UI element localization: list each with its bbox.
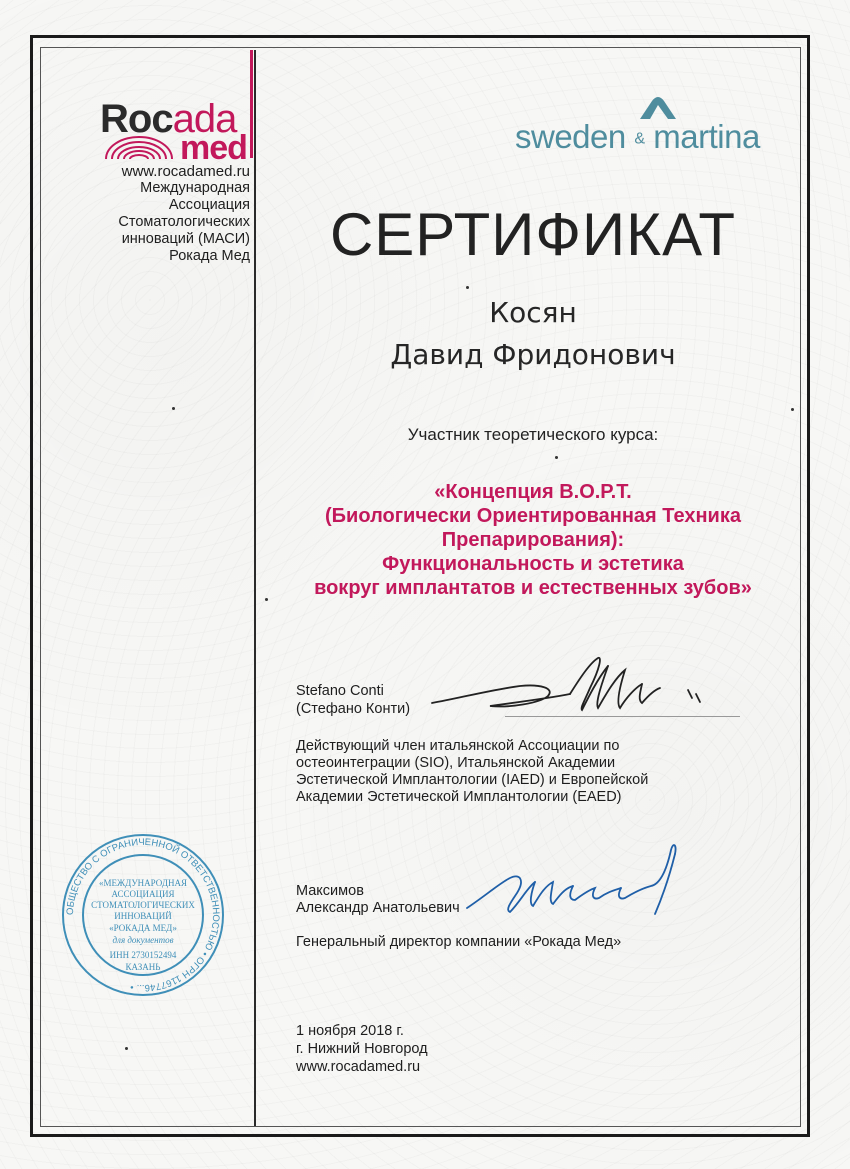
- stamp-inner-line: ИННОВАЦИЙ: [114, 911, 172, 921]
- certificate-footer: [296, 1022, 428, 1076]
- signatory1-name-block: [296, 682, 410, 718]
- stamp-inner-line: для документов: [112, 935, 174, 945]
- organization-website: www.rocadamed.ru: [121, 163, 250, 180]
- rocada-med-logo: [90, 95, 250, 165]
- scan-speck: [172, 407, 175, 410]
- signatory1-role: [296, 738, 736, 806]
- sweden-martina-word2: martina: [653, 118, 760, 155]
- course-title-line: (Биологически Ориентированная Техника: [325, 505, 741, 527]
- signatory1-role-line: остеоинтеграции (SIO), Итальянской Академии: [296, 755, 616, 771]
- issue-date: 1 ноября 2018 г.: [296, 1023, 404, 1039]
- rocada-logo-word-med: med: [180, 129, 247, 167]
- issue-city: г. Нижний Новгород: [296, 1041, 428, 1057]
- scan-speck: [555, 456, 558, 459]
- sweden-martina-logo: [515, 95, 770, 160]
- organization-line: Стоматологических: [118, 214, 250, 230]
- footer-website: www.rocadamed.ru: [296, 1059, 421, 1075]
- left-divider-accent: [250, 50, 253, 158]
- signatory2-signature: [465, 838, 705, 928]
- stamp-city: КАЗАНЬ: [125, 962, 161, 972]
- certificate-title: СЕРТИФИКАТ: [329, 201, 737, 268]
- signatory1-signature: [430, 648, 705, 726]
- signatory1-role-line: Эстетической Имплантологии (IAED) и Европейской: [296, 772, 649, 788]
- rocada-logo-word-accent: ada: [172, 97, 237, 141]
- organization-line: Ассоциация: [168, 197, 250, 213]
- company-stamp: [58, 830, 228, 1000]
- recipient-given-names: Давид Фридонович: [390, 338, 676, 371]
- course-title-line: Препарирования):: [441, 529, 625, 551]
- signatory1-role-line: Действующий член итальянской Ассоциации по: [296, 738, 620, 754]
- signatory1-name-ru: (Стефано Конти): [296, 701, 411, 717]
- course-title: [256, 480, 810, 600]
- signatory1-role-line: Академии Эстетической Имплантологии (EAED): [296, 789, 622, 805]
- signatory2-role: Генеральный директор компании «Рокада Мед»: [296, 934, 622, 950]
- stamp-inn: ИНН 2730152494: [109, 950, 177, 960]
- scan-speck: [265, 598, 268, 601]
- recipient-surname: Косян: [489, 296, 577, 329]
- scan-speck: [466, 286, 469, 289]
- course-title-line: Функциональность и эстетика: [382, 553, 684, 575]
- stamp-inner-line: «РОКАДА МЕД»: [109, 923, 177, 933]
- signatory2-name-block: [296, 883, 460, 917]
- organization-info: [92, 163, 250, 265]
- participant-label: Участник теоретического курса:: [407, 425, 659, 444]
- stamp-outer-text: ОБЩЕСТВО С ОГРАНИЧЕННОЙ ОТВЕТСТВЕННОСТЬЮ • ОГРН 1167746... •: [64, 836, 222, 994]
- rocada-waves-icon: [102, 135, 176, 159]
- stamp-inner-line: АССОЦИАЦИЯ: [111, 889, 175, 899]
- sweden-martina-amp: &: [634, 130, 645, 148]
- signatory2-given-names: Александр Анатольевич: [296, 900, 460, 916]
- organization-line: инноваций (МАСИ): [121, 231, 250, 247]
- signatory1-name: Stefano Conti: [296, 683, 384, 699]
- course-title-line: вокруг имплантатов и естественных зубов»: [314, 577, 752, 599]
- stamp-inner-line: «МЕЖДУНАРОДНАЯ: [99, 878, 187, 888]
- scan-speck: [791, 408, 794, 411]
- course-title-line: «Концепция В.О.Р.Т.: [434, 481, 632, 503]
- rocada-logo-word-main: Roc: [100, 97, 173, 141]
- sweden-martina-word1: sweden: [515, 118, 626, 155]
- signatory2-surname: Максимов: [296, 883, 364, 899]
- stamp-inner-line: СТОМАТОЛОГИЧЕСКИХ: [91, 900, 195, 910]
- organization-line: Международная: [140, 180, 250, 196]
- organization-line: Рокада Мед: [169, 248, 250, 264]
- scan-speck: [125, 1047, 128, 1050]
